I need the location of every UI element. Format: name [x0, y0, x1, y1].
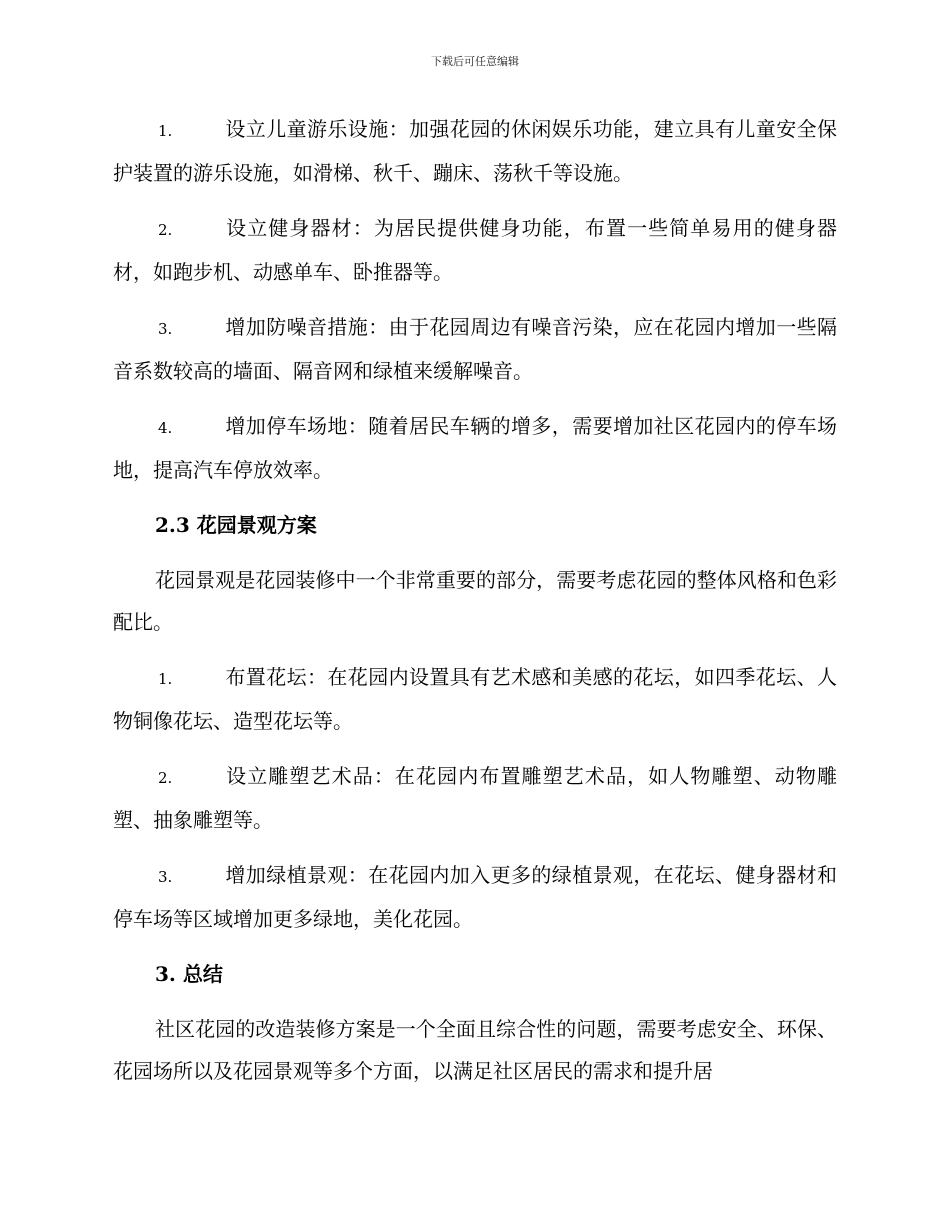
list-number: 1. [158, 670, 173, 688]
list-number: 3. [158, 320, 173, 338]
list-item [113, 405, 837, 491]
section-heading-garden-landscape: 2.3 花园景观方案 [155, 513, 317, 537]
list-item-text: 设立健身器材：为居民提供健身功能，布置一些简单易用的健身器材，如跑步机、动感单车、卧推器等。 [113, 216, 837, 284]
list-item-text: 设立雕塑艺术品：在花园内布置雕塑艺术品，如人物雕塑、动物雕塑、抽象雕塑等。 [113, 764, 837, 832]
list-item [113, 755, 837, 841]
list-number: 4. [158, 419, 173, 437]
list-number: 2. [158, 769, 173, 787]
list-item [113, 854, 837, 940]
document-body [113, 108, 837, 1105]
list-item-text: 增加防噪音措施：由于花园周边有噪音污染，应在花园内增加一些隔音系数较高的墙面、隔音网和绿植来缓解噪音。 [113, 315, 837, 383]
list-item [113, 306, 837, 392]
summary-paragraph: 社区花园的改造装修方案是一个全面且综合性的问题，需要考虑安全、环保、花园场所以及花园景观等多个方面，以满足社区居民的需求和提升居 [113, 1017, 837, 1083]
list-number: 2. [158, 221, 173, 239]
list-number: 3. [158, 868, 173, 886]
list-item [113, 656, 837, 742]
list-item-text: 增加绿植景观：在花园内加入更多的绿植景观，在花坛、健身器材和停车场等区域增加更多绿地，美化花园。 [113, 863, 837, 931]
list-number: 1. [158, 122, 173, 140]
list-item-text: 设立儿童游乐设施：加强花园的休闲娱乐功能，建立具有儿童安全保护装置的游乐设施，如滑梯、秋千、蹦床、荡秋千等设施。 [113, 117, 837, 185]
section-intro-paragraph: 花园景观是花园装修中一个非常重要的部分，需要考虑花园的整体风格和色彩配比。 [113, 568, 837, 634]
section-heading-summary: 3. 总结 [155, 962, 223, 986]
page-header: 下载后可任意编辑 [431, 55, 519, 68]
list-item [113, 108, 837, 194]
list-item-text: 布置花坛：在花园内设置具有艺术感和美感的花坛，如四季花坛、人物铜像花坛、造型花坛等。 [113, 665, 837, 733]
list-item-text: 增加停车场地：随着居民车辆的增多，需要增加社区花园内的停车场地，提高汽车停放效率。 [113, 414, 837, 482]
list-item [113, 207, 837, 293]
